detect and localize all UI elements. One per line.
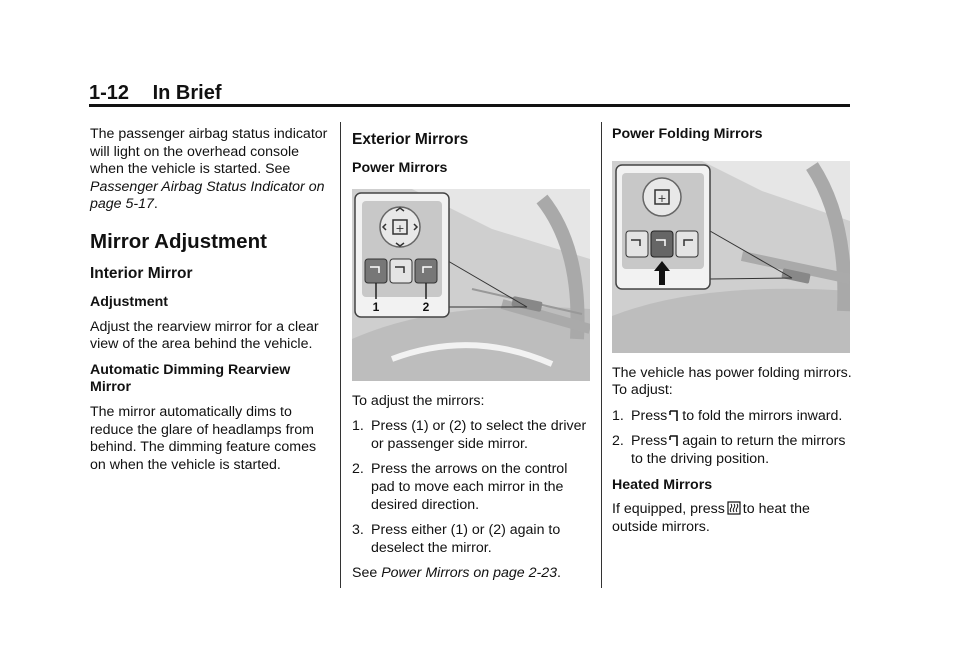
step-text: Press (1) or (2) to select the driver or passenger side mirror. bbox=[371, 418, 587, 452]
section-title: In Brief bbox=[152, 82, 222, 104]
see-power-mirrors bbox=[352, 565, 592, 583]
adjustment-text: Adjust the rearview mirror for a clear view of the area behind the vehicle. bbox=[90, 318, 319, 353]
step-text: Press bbox=[631, 407, 668, 424]
folding-steps bbox=[612, 408, 852, 469]
interior-mirror-heading: Interior Mirror bbox=[90, 264, 193, 282]
column-1 bbox=[90, 126, 330, 482]
step-text: Press bbox=[631, 433, 668, 450]
step-number: 1. bbox=[352, 418, 364, 435]
step-text: Press the arrows on the control pad to move each mirror in the desired direction. bbox=[371, 461, 568, 513]
auto-dimming-text: The mirror automatically dims to reduce the glare of headlamps from behind. The dimming feature comes on when the vehicle is started. bbox=[90, 403, 317, 473]
heated-mirrors-text bbox=[612, 501, 852, 536]
power-folding-label: Power Folding Mirrors bbox=[612, 126, 763, 142]
step-number: 3. bbox=[352, 522, 364, 539]
list-item bbox=[612, 408, 852, 426]
see-text-end: . bbox=[557, 565, 561, 582]
step-text: Press either (1) or (2) again to deselect the mirror. bbox=[371, 522, 561, 556]
header-rule bbox=[89, 104, 850, 107]
step-number: 2. bbox=[612, 433, 624, 450]
svg-text:+: + bbox=[395, 221, 405, 235]
column-3 bbox=[612, 126, 852, 544]
callout-2: 2 bbox=[422, 299, 430, 314]
power-mirrors-xref-link[interactable]: Power Mirrors on page 2-23 bbox=[381, 565, 558, 582]
rear-defog-icon bbox=[727, 501, 741, 515]
column-2 bbox=[352, 126, 592, 591]
airbag-text: The passenger airbag status indicator will light on the overhead console when the vehicle is started. See bbox=[90, 126, 328, 178]
adjust-intro: To adjust the mirrors: bbox=[352, 392, 485, 409]
see-text: See bbox=[352, 565, 382, 582]
step-number: 1. bbox=[612, 407, 624, 424]
list-item bbox=[352, 418, 592, 453]
adjust-steps bbox=[352, 418, 592, 557]
list-item bbox=[352, 461, 592, 514]
heated-mirrors-label: Heated Mirrors bbox=[612, 476, 713, 493]
list-item bbox=[352, 522, 592, 557]
step-text: again to return the mirrors to the driving position. bbox=[631, 433, 846, 467]
step-number: 2. bbox=[352, 461, 364, 478]
airbag-xref-link[interactable]: Passenger Airbag Status Indicator on page 5-17 bbox=[90, 178, 325, 213]
mirror-fold-icon bbox=[669, 434, 680, 447]
list-item bbox=[612, 433, 852, 468]
power-mirror-illustration bbox=[352, 189, 590, 381]
heated-text: If equipped, press bbox=[612, 501, 725, 518]
power-mirrors-label: Power Mirrors bbox=[352, 160, 448, 176]
page-header bbox=[89, 82, 849, 106]
page-number: 1-12 bbox=[89, 82, 130, 104]
heated-text: to heat the outside mirrors. bbox=[612, 501, 810, 535]
column-divider-1 bbox=[340, 122, 341, 588]
callout-1: 1 bbox=[372, 299, 380, 314]
exterior-mirrors-heading: Exterior Mirrors bbox=[352, 131, 469, 148]
auto-dimming-label: Automatic Dimming Rearview Mirror bbox=[90, 361, 291, 396]
airbag-text-end: . bbox=[153, 196, 158, 213]
adjustment-label: Adjustment bbox=[90, 293, 169, 310]
column-divider-2 bbox=[601, 122, 602, 588]
mirror-adjustment-heading: Mirror Adjustment bbox=[90, 229, 267, 253]
step-text: to fold the mirrors inward. bbox=[682, 407, 843, 424]
mirror-fold-icon bbox=[669, 409, 680, 422]
folding-intro: The vehicle has power folding mirrors. To adjust: bbox=[612, 364, 852, 399]
power-folding-illustration bbox=[612, 161, 850, 353]
svg-text:+: + bbox=[657, 191, 667, 205]
airbag-paragraph bbox=[90, 126, 330, 214]
